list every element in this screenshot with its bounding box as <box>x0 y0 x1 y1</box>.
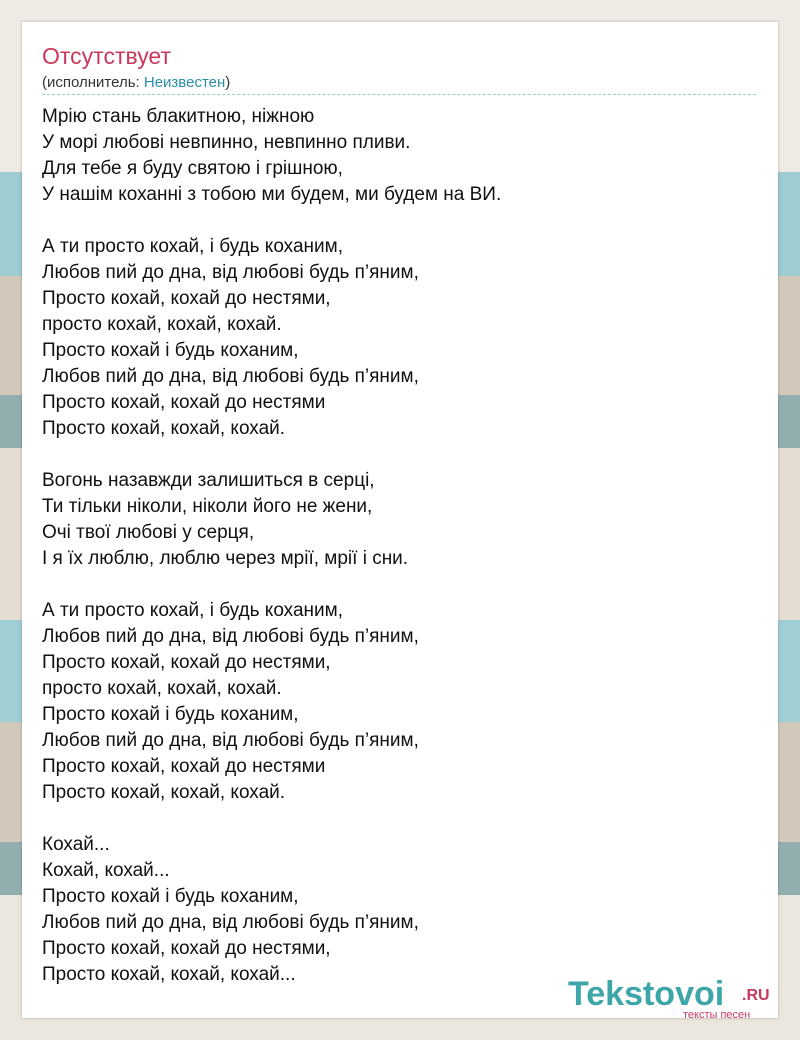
artist-line <box>42 73 230 93</box>
logo-tagline: тексты песен <box>683 1009 751 1021</box>
artist-prefix: (исполнитель: <box>42 74 144 91</box>
lyrics-line: просто кохай, кохай, кохай. <box>42 314 282 335</box>
logo-tld: .RU <box>742 987 770 1004</box>
lyrics-line: Кохай... <box>42 834 110 855</box>
lyrics-line: Просто кохай, кохай, кохай... <box>42 964 296 985</box>
logo-name: Tekstovoi <box>568 975 725 1013</box>
lyrics-line: У морі любові невпинно, невпинно пливи. <box>42 132 411 153</box>
site-logo[interactable] <box>568 974 778 1024</box>
lyrics-line: Просто кохай, кохай, кохай. <box>42 782 286 803</box>
lyrics-line: Ти тільки ніколи, ніколи його не жени, <box>42 496 373 517</box>
artist-link[interactable]: Неизвестен <box>143 74 226 91</box>
song-title: Отсутствует <box>42 43 171 69</box>
lyrics-line: Любов пий до дна, від любові будь п’яним, <box>42 730 419 751</box>
lyrics-line: Очі твої любові у серця, <box>42 522 255 543</box>
lyrics-line: Просто кохай і будь коханим, <box>42 704 299 725</box>
lyrics-blank-line <box>42 572 756 598</box>
lyrics-line: Просто кохай, кохай до нестями <box>42 756 326 777</box>
lyrics-line: Просто кохай, кохай до нестями, <box>42 288 331 309</box>
lyrics-line: Кохай, кохай... <box>42 860 170 881</box>
lyrics-blank-line <box>42 442 756 468</box>
title-divider <box>42 94 756 95</box>
lyrics-card <box>22 22 778 1021</box>
lyrics-line: Просто кохай, кохай, кохай. <box>42 418 286 439</box>
lyrics-line: просто кохай, кохай, кохай. <box>42 678 282 699</box>
lyrics-text <box>42 104 756 988</box>
lyrics-line: Просто кохай і будь коханим, <box>42 886 299 907</box>
lyrics-line: А ти просто кохай, і будь коханим, <box>42 236 343 257</box>
lyrics-blank-line <box>42 208 756 234</box>
artist-suffix: ) <box>225 74 231 91</box>
lyrics-line: Мрію стань блакитною, ніжною <box>42 106 315 127</box>
lyrics-line: Любов пий до дна, від любові будь п’яним, <box>42 912 419 933</box>
lyrics-line: У нашім коханні з тобою ми будем, ми будем на ВИ. <box>42 184 502 205</box>
lyrics-line: Вогонь назавжди залишиться в серці, <box>42 470 375 491</box>
lyrics-line: Любов пий до дна, від любові будь п’яним, <box>42 262 419 283</box>
lyrics-blank-line <box>42 806 756 832</box>
lyrics-line: Для тебе я буду святою і грішною, <box>42 158 343 179</box>
lyrics-line: Любов пий до дна, від любові будь п’яним, <box>42 626 419 647</box>
lyrics-line: Просто кохай, кохай до нестями, <box>42 938 331 959</box>
lyrics-line: Просто кохай і будь коханим, <box>42 340 299 361</box>
lyrics-line: Любов пий до дна, від любові будь п’яним, <box>42 366 419 387</box>
lyrics-line: І я їх люблю, люблю через мрії, мрії і сни. <box>42 548 409 569</box>
lyrics-line: А ти просто кохай, і будь коханим, <box>42 600 343 621</box>
lyrics-line: Просто кохай, кохай до нестями <box>42 392 326 413</box>
lyrics-line: Просто кохай, кохай до нестями, <box>42 652 331 673</box>
